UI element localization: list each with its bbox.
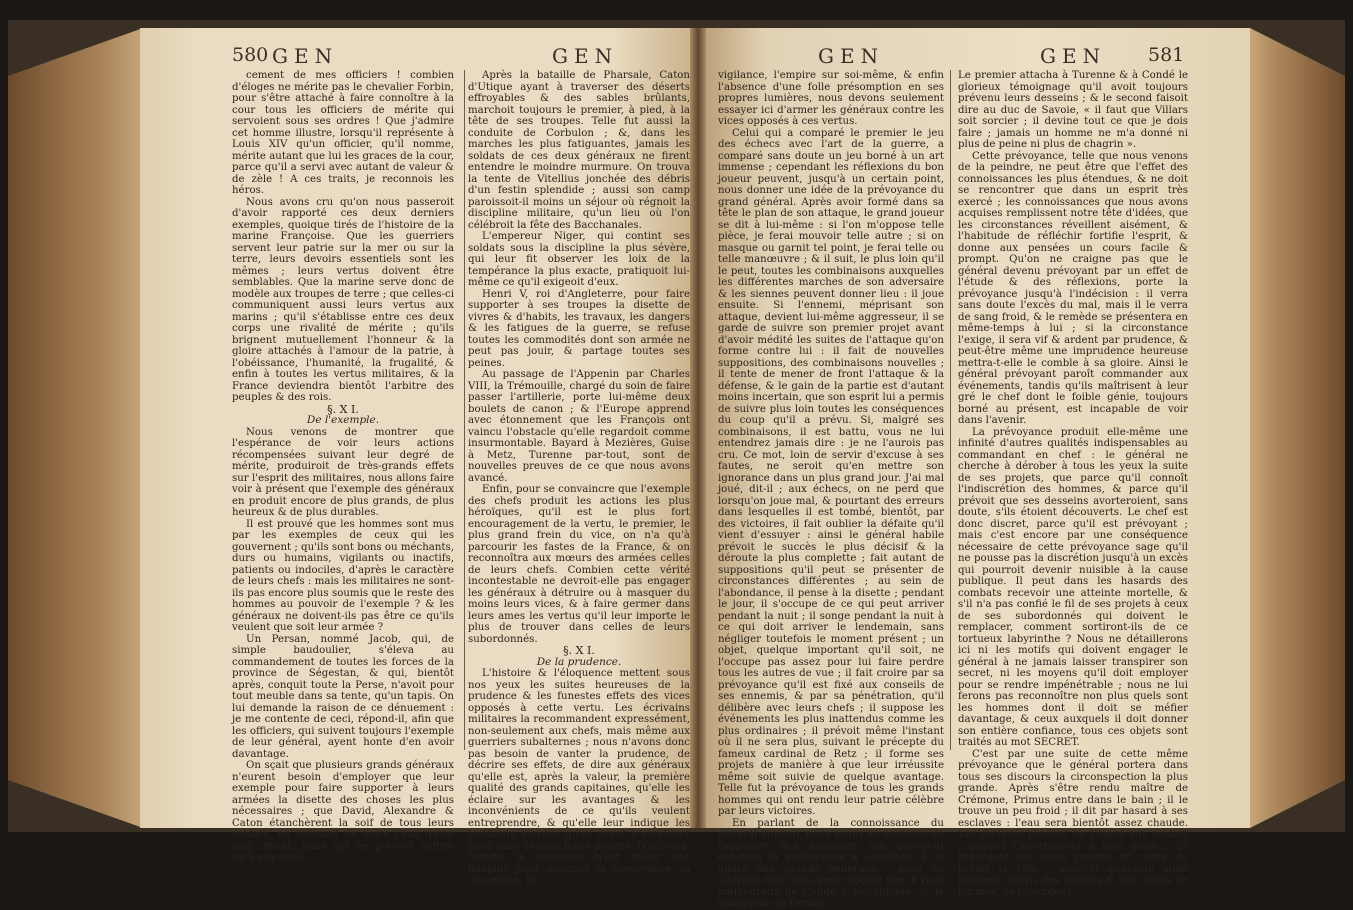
paragraph: Henri V, roi d'Angleterre, pour faire supporter à ses troupes la disette de vivres & d'habits, les travaux, les dangers & les fatigues de la guerre, se refuse toutes les commodités dont son armée ne peut pas jouir, & partage toutes ses peines. — [468, 288, 690, 369]
paragraph: Celui qui a comparé le premier le jeu des échecs avec l'art de la guerre, a comparé sans doute un jeu borné à un art immense ; cependant les réflexions du bon joueur peuvent, jusqu'à un certain point, nous donner une idée de la prévoyance du grand général. Après avoir formé dans sa tête le plan de son attaque, le grand joueur se dit à lui-même : si l'on m'oppose telle pièce, je ferai mouvoir telle autre ; si on masque ou garnit tel point, je ferai telle ou telle manœuvre ; & il suit, le plus loin qu'il le peut, toutes les combinaisons auxquelles les différentes marches de son adversaire & les siennes peuvent donner lieu : il joue ensuite. Si l'ennemi, méprisant son attaque, devient lui-même aggresseur, il se garde de suivre son premier projet avant d'avoir médité les suites de l'attaque qu'on forme contre lui : il fait de nouvelles suppositions, des combinaisons nouvelles ; il tente de mener de front l'attaque & la défense, & le gain de la partie est d'autant moins incertain, que son esprit lui a permis de suivre plus loin toutes les conséquences du coup qu'il a prévu. Si, malgré ses combinaisons, il est battu, vous ne lui entendrez jamais dire : je ne l'aurois pas cru. Ce mot, loin de servir d'excuse à ses fautes, ne seroit qu'en mettre son ignorance dans un plus grand jour. J'ai mal joué, dit-il ; aux échecs, on ne perd que lorsqu'on joue mal, & pourtant des erreurs dans lesquelles il est tombé, bientôt, par des victoires, il fait oublier la défaite qu'il vient d'essuyer : ainsi le général habile prévoit le succès le plus décisif & la déroute la plus complette ; fait autant de suppositions qu'il peut se présenter de circonstances différentes ; au sein de l'abondance, il pense à la disette ; pendant le jour, il s'occupe de ce qui peut arriver pendant la nuit ; il songe pendant la nuit à ce qui doit arriver le lendemain, sans négliger toutefois le moment présent ; un objet, quelque important qu'il soit, ne l'occupe pas assez pour lui faire perdre tous les autres de vue ; il fait croire par sa prévoyance qu'il est fixé aux conseils de ses ennemis, & par sa pénétration, qu'il délibère avec leurs chefs ; il suppose les événements les plus inattendus comme les plus ordinaires ; il prévoit même l'instant où il ne sera plus, suivant le précepte du fameux cardinal de Retz ; il forme ses projets de manière à que leur irréussite même soit suivie de quelque avantage. Telle fut la prévoyance de tous les grands hommes qui ont rendu leur patrie célèbre par leurs victoires. — [718, 127, 944, 817]
paragraph: Au passage de l'Appenin par Charles VIII, la Trémouille, chargé du soin de faire passer l'artillerie, porte lui-même deux boulets de canon ; & l'Europe apprend avec étonnement que les François ont vaincu l'obstacle qu'elle regardoit comme insurmontable. Bayard à Mezières, Guise à Metz, Turenne par-tout, sont de nouvelles preuves de ce que nous avons avancé. — [468, 369, 690, 484]
book-gutter — [690, 28, 706, 828]
section-heading: §. X I. — [563, 644, 595, 657]
paragraph: Le premier attacha à Turenne & à Condé le glorieux témoignage qu'il avoit toujours prévenu leurs desseins ; & le second faisoit dire au duc de Savoie, « il faut que Villars soit sorcier ; il devine tout ce que je dois faire ; jamais un homme ne m'a donné ni plus de peine ni plus de chagrin ». — [958, 70, 1188, 150]
paragraph: vigilance, l'empire sur soi-même, & enfin l'absence d'une folle présomption en ses propres lumières, nous devons seulement essayer ici d'armer les généraux contre les vices opposés à ces vertus. — [718, 70, 944, 127]
paragraph: Nous avons cru qu'on nous passeroit d'avoir rapporté ces deux derniers exemples, quoique tirés de l'histoire de la marine Françoise. Que les guerriers servent leur patrie sur la mer ou sur la terre, leurs devoirs essentiels sont les mêmes ; leurs vertus doivent être semblables. Que la marine serve donc de modèle aux troupes de terre ; que celles-ci communiquent aussi leurs vertus aux marins ; qu'il s'établisse entre ces deux corps une rivalité de mérite ; qu'ils brignent mutuellement l'honneur & la gloire attachés à l'amour de la patrie, à l'obéissance, l'humanité, la frugalité, & enfin à toutes les vertus militaires, & la France deviendra bientôt l'arbitre des peuples & des rois. — [232, 196, 454, 403]
paragraph: En parlant de la connoissance du général ennemi, nous avons eu occasion de rapporter des exemples qui prouvent combien la prévoyance a contribué à la gloire des grands généraux : nous ne citerons donc plus pour modèle que le rival malheureux de Condé à Nordlingue, & le vainqueur de Denain. — [718, 817, 944, 909]
column-rule — [464, 70, 465, 750]
section-heading: §. X I. — [327, 402, 359, 416]
left-running-head-right: GEN — [552, 44, 619, 68]
right-page-column-2 — [958, 70, 1188, 898]
left-page-column-2 — [468, 70, 690, 886]
section-subtitle: De l'exemple. — [306, 414, 380, 426]
right-running-head-left: GEN — [818, 44, 885, 68]
paragraph: Après la bataille de Pharsale, Caton d'Utique ayant à traverser des déserts effroyables & des sables brûlants, marchoit toujours le premier, à pied, à la tête de ses troupes. Telle fut aussi la conduite de Corbulon ; &, dans les marches les plus fatiguantes, jamais les soldats de ces deux généraux ne firent entendre le moindre murmure. On trouva la tente de Vitellius jonchée des débris d'un festin splendide ; aussi son camp paroissoit-il moins un séjour où régnoit la discipline militaire, qu'un lieu où l'on célébroit la fête des Bacchanales. — [468, 70, 690, 231]
paragraph: Cette prévoyance, telle que nous venons de la peindre, ne peut être que l'effet des connoissances les plus étendues, & ne doit se rencontrer que dans un esprit très exercé ; les connoissances que nous avons acquises remplissent notre tête d'idées, que les circonstances réveillent aisément, & l'habitude de réfléchir fortifie l'esprit, & donne aux pensées un cours facile & prompt. Qu'on ne craigne pas que le général devenu prévoyant par un effet de l'étude & des réflexions, porte la prévoyance jusqu'à l'indécision : il verra sans doute l'excès du mal, mais il le verra de sang froid, & le remède se présentera en même-temps à lui ; si la circonstance l'exige, il sera vif & ardent par prudence, & peut-être même une imprudence heureuse mettra-t-elle le comble à sa gloire. Ainsi le général prévoyant paroît commander aux événements, tandis qu'ils maîtrisent à leur gré le chef dont le foible génie, toujours borné au présent, est incapable de voir dans l'avenir. — [958, 150, 1188, 426]
section-subtitle: De la prudence. — [536, 655, 622, 668]
paragraph: Nous venons de montrer que l'espérance de voir leurs actions récompensées suivant leur degré de mérite, produiroit de très-grands effets sur l'esprit des militaires, nous allons faire voir à présent que l'exemple des généraux en produit encore de plus grands, de plus heureux & de plus durables. — [232, 426, 454, 518]
paragraph: Il est prouvé que les hommes sont mus par les exemples de ceux qui les gouvernent ; qu'ils sont bons ou méchants, durs ou humains, vigilants ou inactifs, patients ou indociles, d'après le caractère de leurs chefs : mais les militaires ne sont-ils pas encore plus soumis que le reste des hommes au pouvoir de l'exemple ? & les généraux ne doivent-ils pas être ce qu'ils veulent que soit leur armée ? — [232, 518, 454, 633]
left-page-column-1 — [232, 70, 454, 863]
paragraph: On sçait que plusieurs grands généraux n'eurent besoin d'employer que leur exemple pour faire supporter à leurs armées la disette des choses les plus nécessaires ; que David, Alexandre & Caton étanchèrent la soif de tous leurs soldats, en refusant de boire l'eau qu'on leur offroit, mais qui ne pouvoit suffire qu'à eux seuls. — [232, 760, 454, 863]
column-rule — [950, 70, 951, 750]
right-page-number: 581 — [1148, 44, 1185, 66]
paragraph: cement de mes officiers ! combien d'éloges ne mérite pas le chevalier Forbin, pour s'être attaché à faire connoître à la cour tous les officiers de mérite qui servoient sous ses ordres ! Que j'admire cet homme illustre, lorsqu'il représente à Louis XIV qu'un officier, qu'il nomme, mérite autant que lui les graces de la cour, parce qu'il a servi avec autant de valeur & de zèle ! A ces traits, je reconnois les héros. — [232, 70, 454, 196]
paragraph: C'est par une suite de cette même prévoyance que le général portera dans tous ses discours la circonspection la plus grande. Après s'être rendu maître de Crémone, Primus entre dans le bain ; il le trouve un peu froid ; il dit par hasard à ses esclaves : l'eau sera bientôt assez chaude. Les esclaves rendent ce propos aux soldats ; ceux-ci l'interprètent à leur guise ; ils regardent ces mots comme un ordre de brûler la ville : aussitôt quarante mille hommes, suivis des goujats & des valets de l'armée, se répandent — [958, 748, 1188, 898]
left-page-edges — [8, 28, 143, 828]
right-page-edges — [1250, 28, 1345, 828]
paragraph: L'histoire & l'éloquence mettent sous nos yeux les suites heureuses de la prudence & les funestes effets des vices opposés à cette vertu. Les écrivains militaires la recommandent expressément, non-seulement aux chefs, mais même aux guerriers subalternes ; nous n'avons donc pas besoin de vanter la prudence, de décrire ses effets, de dire aux généraux qu'elle est, après la valeur, la première qualité des grands capitaines, qu'elle les éclaire sur les avantages & les inconvénients de ce qu'ils veulent entreprendre, & qu'elle leur indique les meilleurs moyens qu'ils ayent à employer pour faire réussir leurs projets. D'ailleurs, comme la prudence n'est qu'un mot imaginé pour désigner la prévoyance, la discrétion, la — [468, 668, 690, 886]
left-running-head-left: GEN — [272, 44, 339, 68]
paragraph: L'empereur Niger, qui contint ses soldats sous la discipline la plus sévère, qui leur fit observer les loix de la tempérance la plus exacte, pratiquoit lui-même ce qu'il exigeoit d'eux. — [468, 231, 690, 288]
paragraph: Un Persan, nommé Jacob, qui, de simple baudoulier, s'éleva au commandement de toutes les forces de la province de Ségestan, & qui, bientôt après, conquit toute la Perse, n'avoit pour tout meuble dans sa tente, qu'un tapis. On lui demande la raison de ce dénuement : je me contente de ceci, répond-il, afin que les officiers, qui suivent toujours l'exemple de leur général, ayent honte d'en avoir davantage. — [232, 633, 454, 760]
right-running-head-right: GEN — [1040, 44, 1107, 68]
paragraph: Enfin, pour se convaincre que l'exemple des chefs produit les actions les plus héroïques, qu'il est le plus fort encouragement de la vertu, le premier, le plus grand frein du vice, on n'a qu'à parcourir les fastes de la France, & on reconnoîtra aux mœurs des armées celles de leurs chefs. Combien cette vérité incontestable ne devroit-elle pas engager les généraux à détruire ou à masquer du moins leurs vices, & à faire germer dans leurs ames les vertus qu'il leur importe le plus de trouver dans celles de leurs subordonnés. — [468, 484, 690, 645]
paragraph: La prévoyance produit elle-même une infinité d'autres qualités indispensables au commandant en chef : le général ne cherche à dérober à tous les yeux la suite de ses projets, que parce qu'il connoît l'indiscrétion des hommes, & parce qu'il prévoit que ses desseins avorteroient, sans doute, s'ils étoient découverts. Le chef est donc discret, parce qu'il est prévoyant ; mais c'est encore par une conséquence nécessaire de cette prévoyance sage qu'il ne pousse pas la discrétion jusqu'à un excès qui pourroit devenir nuisible à la cause publique. Il peut dans les hasards des combats recevoir une atteinte mortelle, & s'il n'a pas confié le fil de ses projets à ceux de ses subordonnés qui doivent le remplacer, comment sortiront-ils de ce tortueux labyrinthe ? Nous ne détaillerons ici ni les motifs qui doivent engager le général à ne jamais laisser transpirer son secret, ni les moyens qu'il doit employer pour se rendre impénétrable ; nous ne lui ferons pas reconnoître non plus quels sont les hommes dont il doit se méfier davantage, & ceux auxquels il doit donner son entière confiance, tous ces objets sont traités au mot SECRET. — [958, 426, 1188, 748]
right-page-column-1 — [718, 70, 944, 909]
left-page-number: 580 — [232, 44, 269, 66]
